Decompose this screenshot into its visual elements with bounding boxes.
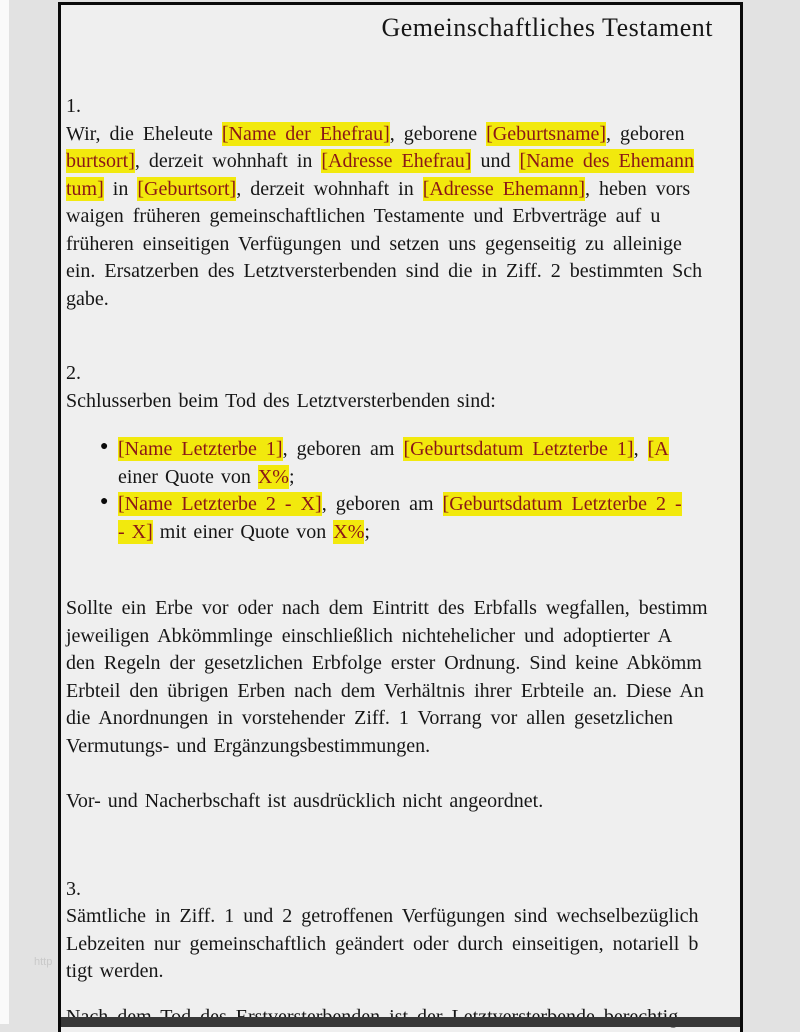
placeholder-field: [Geburtsort] — [137, 177, 237, 200]
text-segment: in — [103, 177, 138, 200]
paragraph — [66, 93, 740, 313]
text-segment: , heben vors — [584, 177, 691, 200]
text-segment: ; — [364, 520, 370, 543]
text-segment: Wir, die Eheleute — [66, 122, 222, 145]
watermark-text: http — [34, 956, 53, 968]
text-segment: die Anordnungen in vorstehender Ziff. 1 Vorrang vor allen gesetzlichen — [66, 707, 673, 729]
text-line — [66, 623, 740, 651]
paragraph — [66, 876, 740, 986]
text-segment: , derzeit wohnhaft in — [134, 150, 322, 172]
text-line — [66, 388, 740, 416]
text-segment: und — [471, 150, 520, 172]
text-segment: ; — [288, 465, 295, 488]
text-segment: , geborene — [389, 122, 487, 145]
text-line — [66, 788, 740, 816]
text-segment: früheren einseitigen Verfügungen und setzen uns gegenseitig zu alleinige — [66, 232, 682, 255]
text-segment: den Regeln der gesetzlichen Erbfolge erster Ordnung. Sind keine Abkömm — [66, 652, 702, 674]
text-segment: Erbteil den übrigen Erben nach dem Verhältnis ihrer Erbteile an. Diese An — [66, 679, 704, 702]
paragraph — [66, 595, 740, 760]
text-line — [66, 650, 740, 678]
text-line — [118, 519, 740, 547]
text-line — [66, 903, 740, 931]
text-segment: waigen früheren gemeinschaftlichen Testamente und Erbverträge auf u — [66, 205, 661, 227]
placeholder-field: burtsort] — [66, 150, 135, 172]
text-segment: ein. Ersatzerben des Letztversterbenden sind die in Ziff. 2 bestimmten Sch — [66, 260, 703, 282]
text-line — [66, 286, 740, 314]
text-segment: 1. — [66, 95, 81, 117]
placeholder-field: [Name Letzterbe 1] — [118, 438, 283, 460]
document-title: Gemeinschaftliches Testament — [381, 13, 713, 42]
placeholder-field: [Name der Ehefrau] — [221, 122, 390, 145]
text-segment: , geboren am — [321, 493, 443, 515]
document-page — [58, 2, 743, 1032]
text-segment: 2. — [66, 362, 81, 384]
text-line — [66, 93, 740, 121]
text-segment: Schlusserben beim Tod des Letztversterbenden sind: — [66, 389, 496, 412]
text-segment: Vermutungs- und Ergänzungsbestimmungen. — [66, 734, 431, 757]
placeholder-field: [Geburtsname] — [486, 122, 607, 145]
list-item — [66, 436, 740, 491]
text-line — [66, 931, 740, 959]
text-line — [66, 121, 740, 149]
text-segment: 3. — [66, 877, 81, 900]
text-line — [118, 491, 740, 519]
placeholder-field: [Name des Ehemann — [519, 150, 695, 172]
text-segment: Vor- und Nacherbschaft ist ausdrücklich nicht angeordnet. — [66, 790, 544, 812]
placeholder-field: [Name Letzterbe 2 - X] — [118, 493, 322, 515]
text-segment: mit einer Quote von — [152, 520, 334, 543]
placeholder-field: [Geburtsdatum Letzterbe 1] — [403, 438, 634, 460]
placeholder-field: - X] — [118, 520, 153, 543]
text-line — [66, 678, 740, 706]
text-line — [66, 958, 740, 986]
bullet-icon: ● — [100, 494, 109, 509]
text-segment: , geboren — [606, 122, 685, 145]
text-segment: Sämtliche in Ziff. 1 und 2 getroffenen Verfügungen sind wechselbezüglich — [66, 905, 699, 927]
paragraph — [66, 788, 740, 816]
list-item — [66, 491, 740, 546]
text-line — [66, 258, 740, 286]
text-segment: gabe. — [66, 287, 109, 310]
text-segment: Lebzeiten nur gemeinschaftlich geändert oder durch einseitigen, notariell b — [66, 932, 699, 955]
left-margin-strip — [0, 0, 9, 1024]
text-line — [66, 203, 740, 231]
text-segment: , derzeit wohnhaft in — [236, 177, 423, 200]
text-segment: einer Quote von — [118, 465, 258, 488]
text-line — [66, 176, 740, 204]
text-segment: , geboren am — [282, 438, 404, 460]
clipped-next-line — [61, 1017, 740, 1027]
text-line — [66, 876, 740, 904]
paragraph — [66, 360, 740, 415]
text-line — [66, 595, 740, 623]
text-line — [66, 148, 740, 176]
bullet-list — [66, 436, 740, 546]
document-content — [61, 10, 740, 1031]
bullet-icon: ● — [100, 439, 109, 454]
text-line — [118, 464, 740, 492]
text-segment: tigt werden. — [66, 960, 164, 982]
text-line — [66, 360, 740, 388]
placeholder-field: X% — [333, 520, 365, 543]
placeholder-field: [Geburtsdatum Letzterbe 2 - — [442, 493, 682, 515]
text-line — [66, 705, 740, 733]
text-line — [118, 436, 740, 464]
text-line — [66, 231, 740, 259]
placeholder-field: [Adresse Ehemann] — [422, 177, 585, 200]
placeholder-field: tum] — [66, 177, 104, 200]
text-segment: jeweiligen Abkömmlinge einschließlich nichtehelicher und adoptierter A — [66, 624, 673, 647]
placeholder-field: [A — [647, 438, 669, 460]
text-line — [66, 733, 740, 761]
text-segment: , — [633, 438, 648, 460]
placeholder-field: [Adresse Ehefrau] — [321, 150, 472, 172]
text-segment: Sollte ein Erbe vor oder nach dem Eintritt des Erbfalls wegfallen, bestimm — [66, 597, 708, 619]
placeholder-field: X% — [257, 465, 289, 488]
